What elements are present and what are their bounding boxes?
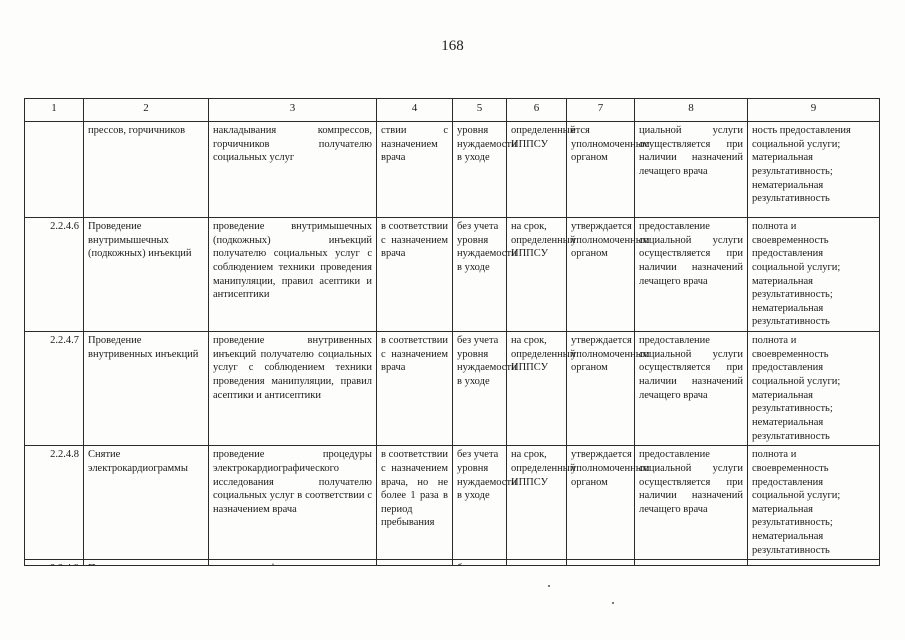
quality-line: нематериальная результативность bbox=[752, 302, 830, 328]
service-name: Снятие электрокардиограммы bbox=[84, 446, 209, 560]
column-header: 8 bbox=[635, 99, 748, 122]
service-conditions: предоставление социальной услуги осуществляется при наличии назначений лечащего врача bbox=[635, 218, 748, 332]
quality-line: материальная результативность; bbox=[752, 503, 833, 529]
quality-line: материальная результативность; bbox=[752, 275, 833, 301]
service-term: на срок, определенный ИППСУ bbox=[507, 446, 567, 560]
service-conditions: циальной услуги осуществляется при наличии назначений лечащего врача bbox=[635, 122, 748, 218]
service-period: без учета уровня нуждаемости в уходе bbox=[453, 446, 507, 560]
page-margin bbox=[0, 566, 905, 640]
column-header: 4 bbox=[377, 99, 453, 122]
quality-line: нематериальная результативность bbox=[752, 531, 830, 556]
header-row bbox=[25, 99, 880, 122]
column-header: 1 bbox=[25, 99, 84, 122]
quality-line: ность предоставления социальной услуги; bbox=[752, 125, 851, 150]
service-volume: в соответствии с назначением врача bbox=[377, 218, 453, 332]
quality-line: нематериальная результативность bbox=[752, 179, 830, 205]
table-bottom-border bbox=[24, 565, 879, 566]
services-table bbox=[24, 98, 880, 606]
service-name: Проведение внутримышечных (подкожных) инъекций bbox=[84, 218, 209, 332]
table-row bbox=[25, 122, 880, 218]
service-number: 2.2.4.8 bbox=[25, 446, 84, 560]
service-conditions: предоставление социальной услуги осуществляется при наличии назначений лечащего врача bbox=[635, 332, 748, 446]
service-content: проведение внутривенных инъекций получателю социальных услуг с соблюдением техники проведения манипуляции, правил асептики и антисептики bbox=[209, 332, 377, 446]
quality-line: материальная результативность; bbox=[752, 389, 833, 415]
service-cost: утверждается уполномоченным органом bbox=[567, 332, 635, 446]
service-quality bbox=[748, 446, 880, 560]
column-header: 2 bbox=[84, 99, 209, 122]
service-quality bbox=[748, 332, 880, 446]
quality-line: нематериальная результативность bbox=[752, 416, 830, 442]
service-name: Проведение внутривенных инъекций bbox=[84, 332, 209, 446]
service-term: на срок, определенный ИППСУ bbox=[507, 218, 567, 332]
service-name: прессов, горчичников bbox=[84, 122, 209, 218]
service-volume: ствии с назначением врача bbox=[377, 122, 453, 218]
column-header: 6 bbox=[507, 99, 567, 122]
scan-speck bbox=[548, 585, 550, 587]
service-conditions: предоставление социальной услуги осуществляется при наличии назначений лечащего врача bbox=[635, 446, 748, 560]
column-header: 9 bbox=[748, 99, 880, 122]
column-header: 3 bbox=[209, 99, 377, 122]
service-quality bbox=[748, 122, 880, 218]
service-term: определенный ИППСУ bbox=[507, 122, 567, 218]
service-volume: в соответствии с назначением врача bbox=[377, 332, 453, 446]
service-quality bbox=[748, 218, 880, 332]
table-row bbox=[25, 332, 880, 446]
quality-line: материальная результативность; bbox=[752, 152, 833, 177]
service-cost: утверждается уполномоченным органом bbox=[567, 446, 635, 560]
service-content: накладывания компрессов, горчичников получателю социальных услуг bbox=[209, 122, 377, 218]
service-cost: ется уполномоченным органом bbox=[567, 122, 635, 218]
table-row bbox=[25, 446, 880, 560]
quality-line: полнота и своевременность предоставления социальной услуги; bbox=[752, 221, 841, 273]
scan-speck bbox=[612, 602, 614, 604]
service-period: без учета уровня нуждаемости в уходе bbox=[453, 218, 507, 332]
quality-line: полнота и своевременность предоставления социальной услуги; bbox=[752, 335, 841, 388]
service-content: проведение внутримышечных (подкожных) инъекций получателю социальных услуг с соблюдением техники проведения манипуляции, правил асептики и антисептики bbox=[209, 218, 377, 332]
service-content: проведение процедуры электрокардиографического исследования получателю социальных услуг в соответствии с назначением врача bbox=[209, 446, 377, 560]
service-period: уровня нуждаемости в уходе bbox=[453, 122, 507, 218]
service-cost: утверждается уполномоченным органом bbox=[567, 218, 635, 332]
service-number bbox=[25, 122, 84, 218]
service-number: 2.2.4.7 bbox=[25, 332, 84, 446]
column-header: 5 bbox=[453, 99, 507, 122]
column-header: 7 bbox=[567, 99, 635, 122]
quality-line: полнота и своевременность предоставления социальной услуги; bbox=[752, 449, 841, 502]
service-volume: в соответствии с назначением врача, но не более 1 раза в период пребывания bbox=[377, 446, 453, 560]
page-number: 168 bbox=[441, 38, 464, 54]
service-period: без учета уровня нуждаемости в уходе bbox=[453, 332, 507, 446]
service-term: на срок, определенный ИППСУ bbox=[507, 332, 567, 446]
table-row bbox=[25, 218, 880, 332]
service-number: 2.2.4.6 bbox=[25, 218, 84, 332]
